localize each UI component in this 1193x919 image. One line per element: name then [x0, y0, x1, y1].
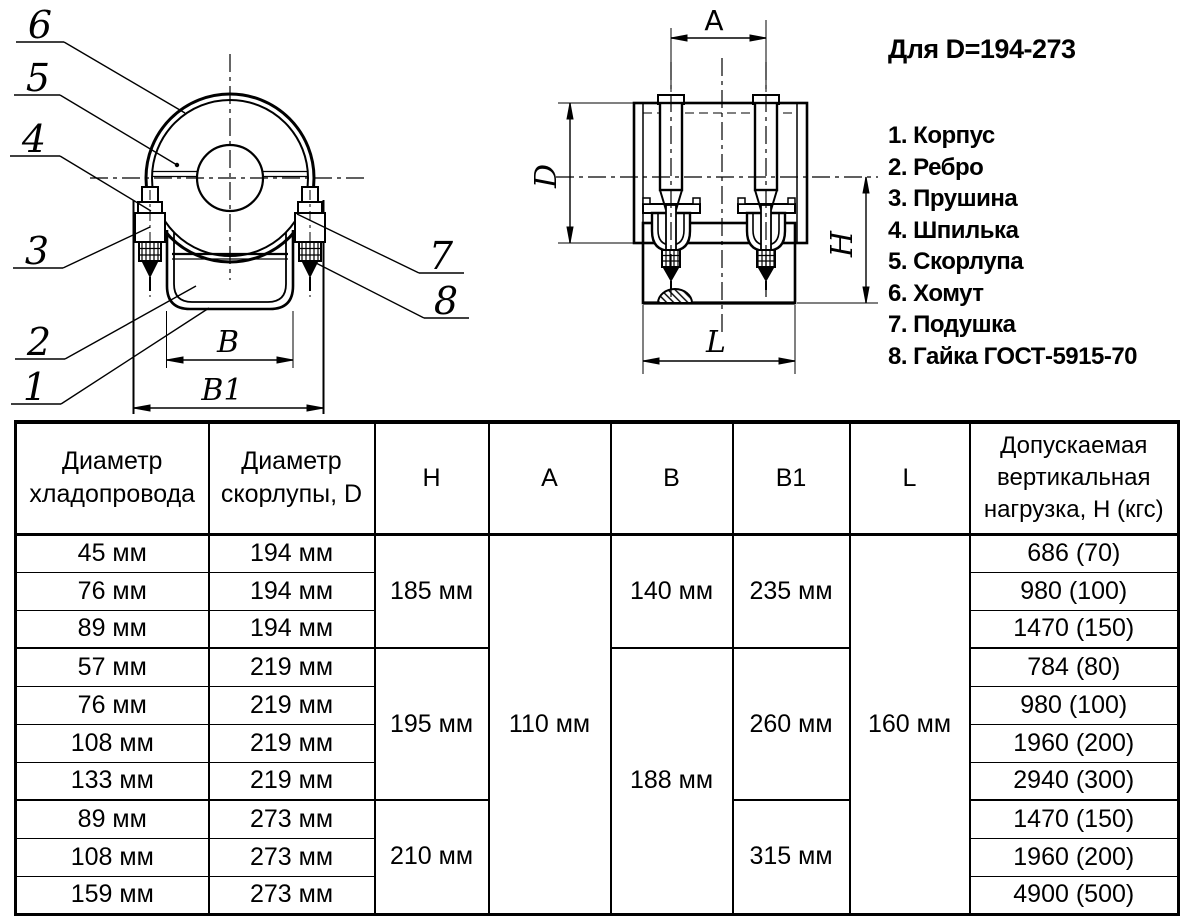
table-cell-merged: 188 мм: [611, 648, 733, 914]
table-header-row: [16, 422, 1179, 534]
side-view-drawing: [520, 0, 900, 410]
table-cell: 980 (100): [970, 686, 1179, 724]
callout-1: 1: [22, 365, 48, 409]
table-cell: 76 мм: [16, 572, 209, 610]
header-pipe-diameter: Диаметр хладопровода: [16, 422, 209, 534]
weld-dome: [658, 289, 692, 303]
legend-item-8: 8. Гайка ГОСТ-5915-70: [888, 342, 1138, 370]
table-cell: 108 мм: [16, 724, 209, 762]
table-cell: 1960 (200): [970, 724, 1179, 762]
table-cell: 4900 (500): [970, 876, 1179, 914]
legend-item-7: 7. Подушка: [888, 311, 1016, 338]
callout-7: 7: [428, 234, 454, 278]
table-cell: 273 мм: [209, 876, 375, 914]
table-cell: 219 мм: [209, 724, 375, 762]
callout-3: 3: [24, 229, 50, 273]
table-cell-merged: 160 мм: [850, 534, 970, 914]
table-cell-merged: 110 мм: [489, 534, 611, 914]
callout-6: 6: [27, 3, 53, 47]
header-load: Допускаемая вертикальная нагрузка, Н (кгс): [970, 422, 1179, 534]
header-h: H: [375, 422, 489, 534]
table-row: [16, 534, 1179, 572]
table-cell: 194 мм: [209, 572, 375, 610]
header-l: L: [850, 422, 970, 534]
stud-nut-right: [295, 187, 325, 297]
table-cell: 784 (80): [970, 648, 1179, 686]
table-cell: 1960 (200): [970, 838, 1179, 876]
table-cell-merged: 210 мм: [375, 800, 489, 914]
callout-2: 2: [26, 320, 52, 364]
table-cell: 57 мм: [16, 648, 209, 686]
dim-h-label: H: [825, 230, 860, 258]
table-cell: 219 мм: [209, 648, 375, 686]
callout-8: 8: [433, 279, 459, 323]
table-cell: 89 мм: [16, 800, 209, 838]
table-cell: 219 мм: [209, 762, 375, 800]
table-cell-merged: 260 мм: [733, 648, 850, 800]
front-view-drawing: [0, 0, 520, 420]
callout-4: 4: [21, 117, 47, 161]
table-cell: 76 мм: [16, 686, 209, 724]
dim-b-label: В: [216, 325, 240, 360]
table-cell-merged: 235 мм: [733, 534, 850, 648]
dim-l-label: L: [706, 325, 726, 360]
table-cell: 159 мм: [16, 876, 209, 914]
table-cell: 1470 (150): [970, 610, 1179, 648]
table-cell-merged: 185 мм: [375, 534, 489, 648]
table-cell: 2940 (300): [970, 762, 1179, 800]
table-cell: 980 (100): [970, 572, 1179, 610]
header-a: A: [489, 422, 611, 534]
legend-item-2: 2. Ребро: [888, 153, 984, 181]
table-cell: 219 мм: [209, 686, 375, 724]
legend-item-3: 3. Прушина: [888, 185, 1018, 212]
applicability-note: Для D=194-273: [888, 34, 1076, 64]
dim-b1-label: В1: [201, 373, 243, 408]
legend: [888, 34, 1188, 372]
table-cell-merged: 140 мм: [611, 534, 733, 648]
header-shell-diameter: Диаметр скорлупы, D: [209, 422, 375, 534]
legend-item-5: 5. Скорлупа: [888, 248, 1024, 275]
dimensions-table: [14, 420, 1180, 916]
table-cell: 194 мм: [209, 610, 375, 648]
table-cell: 89 мм: [16, 610, 209, 648]
table-cell: 45 мм: [16, 534, 209, 572]
header-b: B: [611, 422, 733, 534]
table-cell-merged: 315 мм: [733, 800, 850, 914]
dim-d-label: D: [529, 163, 564, 189]
table-cell: 686 (70): [970, 534, 1179, 572]
table-cell-merged: 195 мм: [375, 648, 489, 800]
legend-item-1: 1. Корпус: [888, 122, 995, 149]
table-cell: 1470 (150): [970, 800, 1179, 838]
header-b1: B1: [733, 422, 850, 534]
legend-item-6: 6. Хомут: [888, 279, 984, 307]
table-cell: 108 мм: [16, 838, 209, 876]
callout-5: 5: [25, 56, 51, 100]
legend-item-4: 4. Шпилька: [888, 216, 1019, 244]
table-cell: 194 мм: [209, 534, 375, 572]
dim-a-label: A: [704, 4, 724, 37]
table-cell: 273 мм: [209, 800, 375, 838]
table-cell: 133 мм: [16, 762, 209, 800]
table-cell: 273 мм: [209, 838, 375, 876]
